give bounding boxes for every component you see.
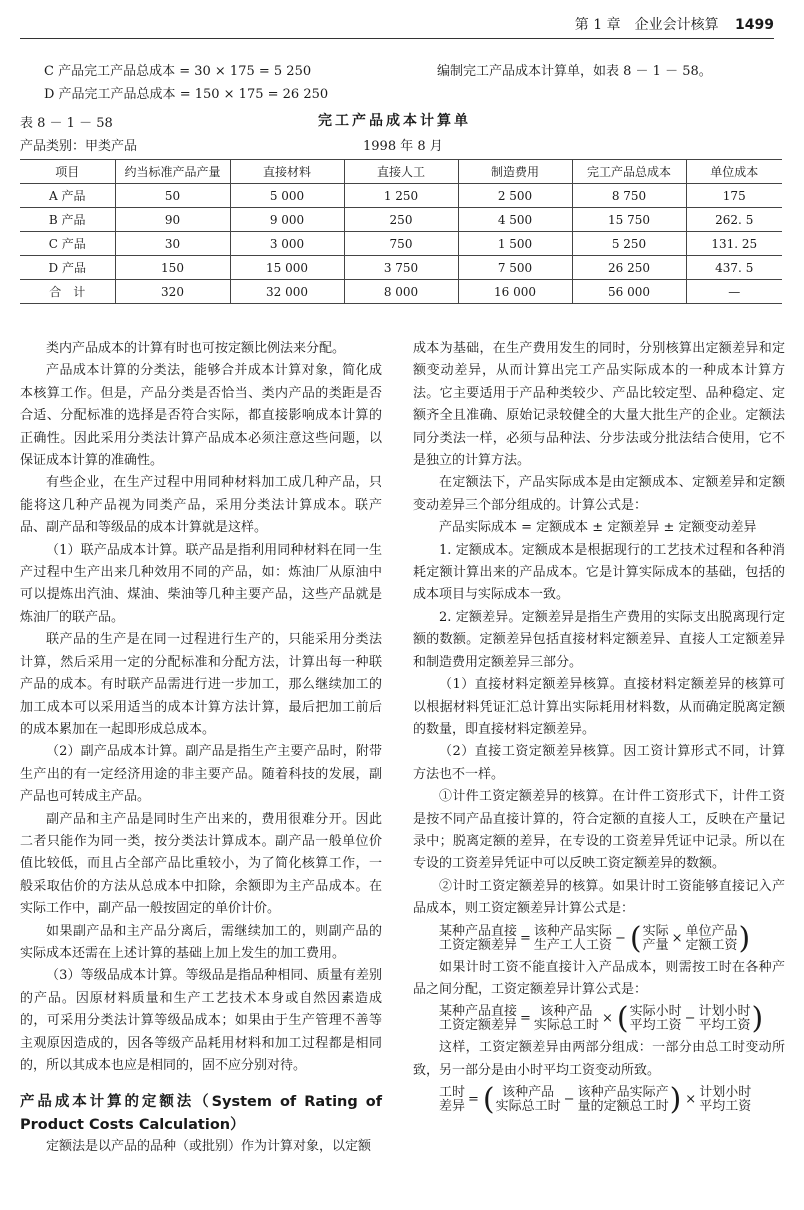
formula-text: 实际总工时: [495, 1099, 561, 1115]
formula-term: [699, 1086, 751, 1114]
paragraph: 1. 定额成本。定额成本是根据现行的工艺技术过程和各种消耗定额计算出来的产品成本。它是计算实际成本的基础，包括的成本项目与实际成本一致。: [413, 542, 785, 603]
formula-term: [685, 925, 737, 953]
paragraph: 在定额法下，产品实际成本是由定额成本、定额差异和定额变动差异三个部分组成的。计算公式是：: [413, 475, 785, 513]
formula-term: [578, 1086, 669, 1114]
table-cell: 320: [115, 280, 230, 304]
table-title: 完工产品成本计算单: [318, 113, 471, 129]
header-cell: 项目: [20, 160, 115, 184]
top-right-text: 编制完工产品成本计算单，如表 8 － 1 － 58。: [437, 64, 712, 79]
paragraph: 产品成本计算的分类法，能够合并成本计算对象，简化成本核算工作。但是，产品分类是否恰当、类内产品的类距是否合适、分配标准的选择是否符合实际，都直接影响成本计算的正确性。因此采用分类法计算产品成本必须注意这些问题，以保证成本计算的准确性。: [20, 363, 382, 469]
formula-hour-diff: [439, 1082, 785, 1118]
table-cell: 90: [115, 208, 230, 232]
table-date: 1998 年 8 月: [363, 139, 443, 154]
paragraph: （1）直接材料定额差异核算。直接材料定额差异的核算可以根据材料凭证汇总计算出实际耗用材料数，从而确定脱离定额的数量，即直接材料定额差异。: [413, 677, 785, 737]
paren-open: (: [629, 920, 642, 956]
cost-table: [20, 159, 782, 304]
formula-term: [439, 925, 517, 953]
formula-text: 工时: [439, 1085, 466, 1101]
table-cell: 合 计: [20, 280, 115, 304]
equals-sign: =: [468, 1092, 479, 1108]
formula-text: 平均工资: [629, 1018, 682, 1034]
formula-term: [439, 1005, 517, 1033]
formula-text: 计划小时: [699, 1085, 752, 1101]
formula-text: 产量: [642, 937, 669, 953]
table-total-row: [20, 280, 782, 304]
minus-sign: −: [614, 930, 626, 946]
minus-sign: −: [563, 1092, 575, 1108]
formula-text: 计划小时: [698, 1004, 751, 1020]
paragraph: 如果计时工资不能直接计入产品成本，则需按工时在各种产品之间分配，工资定额差异计算公式是：: [413, 959, 785, 997]
chapter-title: 第 1 章 企业会计核算: [574, 17, 719, 33]
formula-text: 工资定额差异: [439, 1018, 518, 1034]
table-cell: 2 500: [458, 184, 572, 208]
formula-text: 差异: [439, 1099, 466, 1115]
formula-term: [643, 925, 669, 953]
times-sign: ×: [601, 1011, 613, 1027]
table-cell: —: [686, 280, 782, 304]
paragraph: 有些企业，在生产过程中用同种材料加工成几种产品，只能将这几种产品视为同类产品，采用分类法计算成本。联产品、副产品和等级品的成本计算就是这样。: [20, 475, 382, 536]
formula-text: 某种产品直接: [439, 1004, 518, 1020]
page-number: 1499: [735, 17, 774, 33]
paragraph: 如果副产品和主产品分离后，需继续加工的，则副产品的实际成本还需在上述计算的基础上加上发生的加工费用。: [20, 923, 382, 961]
equals-sign: =: [520, 1011, 531, 1027]
header-cell: 完工产品总成本: [572, 160, 686, 184]
formula-text: 某种产品直接: [439, 923, 518, 939]
top-line-c: C 产品完工产品总成本 = 30 × 175 = 5 250: [44, 64, 312, 79]
table-cell: D 产品: [20, 256, 115, 280]
table-cell: 150: [115, 256, 230, 280]
formula-text: 量的定额总工时: [577, 1099, 669, 1115]
top-line-d: D 产品完工产品总成本 = 150 × 175 = 26 250: [44, 87, 329, 102]
minus-sign: −: [684, 1011, 696, 1027]
paragraph: 这样，工资定额差异由两部分组成：一部分由总工时变动所致，另一部分是由小时平均工资变动所致。: [413, 1040, 785, 1078]
table-cell: 750: [344, 232, 458, 256]
paragraph: 定额法是以产品的品种（或批别）作为计算对象，以定额: [46, 1139, 372, 1155]
formula-text: 实际小时: [629, 1004, 682, 1020]
paren-close: ): [751, 1001, 764, 1037]
formula-term: [439, 1086, 465, 1114]
formula-text: 平均工资: [698, 1018, 751, 1034]
times-sign: ×: [685, 1092, 697, 1108]
formula-text: 生产工人工资: [533, 937, 612, 953]
formula-actual-cost: 产品实际成本 = 定额成本 ± 定额差异 ± 定额变动差异: [439, 520, 757, 536]
table-cell: 7 500: [458, 256, 572, 280]
table-cell: 250: [344, 208, 458, 232]
table-number: 表 8 － 1 － 58: [20, 116, 113, 131]
formula-text: 实际总工时: [533, 1018, 599, 1034]
table-cell: 56 000: [572, 280, 686, 304]
table-cell: A 产品: [20, 184, 115, 208]
paragraph: （1）联产品成本计算。联产品是指利用同种材料在同一生产过程中生产出来几种效用不同的产品，如：炼油厂从原油中可以提炼出汽油、煤油、柴油等几种主要产品，这些产品就是炼油厂的联产品。: [20, 542, 382, 625]
table-cell: 175: [686, 184, 782, 208]
table-cell: 9 000: [230, 208, 344, 232]
paragraph: （2）直接工资定额差异核算。因工资计算形式不同，计算方法也不一样。: [413, 744, 785, 782]
table-cell: 3 000: [230, 232, 344, 256]
formula-text: 实际: [642, 923, 669, 939]
table-category: 产品类别：甲类产品: [20, 139, 138, 154]
formula-text: 该种产品: [502, 1085, 555, 1101]
table-row: [20, 232, 782, 256]
formula-piece-wage: [439, 921, 785, 957]
table-cell: 4 500: [458, 208, 572, 232]
table-cell: 50: [115, 184, 230, 208]
header-cell: 直接人工: [344, 160, 458, 184]
table-cell: 15 000: [230, 256, 344, 280]
paragraph: （3）等级品成本计算。等级品是指品种相同、质量有差别的产品。因原材料质量和生产工艺技术本身或自然因素造成的，可采用分类法计算等级品成本；如果由于生产管理不善等主观原因造成的，因各等级产品耗用材料和加工过程都是相同的，所以其成本也应是相同的，固不应分别对待。: [20, 968, 382, 1073]
table-cell: 437. 5: [686, 256, 782, 280]
formula-text: 平均工资: [699, 1099, 752, 1115]
table-cell: 262. 5: [686, 208, 782, 232]
left-column: [20, 338, 382, 1159]
table-row: [20, 208, 782, 232]
times-sign: ×: [671, 930, 683, 946]
table-cell: 1 500: [458, 232, 572, 256]
paren-close: ): [738, 920, 751, 956]
paragraph: ②计时工资定额差异的核算。如果计时工资能够直接记入产品成本，则工资定额差异计算公式是：: [413, 878, 785, 917]
table-cell: 15 750: [572, 208, 686, 232]
table-cell: 30: [115, 232, 230, 256]
formula-term: [496, 1086, 561, 1114]
table-cell: 8 750: [572, 184, 686, 208]
paragraph: 成本为基础，在生产费用发生的同时，分别核算出定额差异和定额变动差异，从而计算出完工产品实际成本的一种成本计算方法。它主要适用于产品种类较少、产品比较定型、品种稳定、定额齐全且准确、原始记录较健全的大量大批生产的企业。定额法同分类法一样，必须与品种法、分步法或分批法结合使用，它不是独立的计算方法。: [413, 341, 785, 469]
running-header: [20, 14, 774, 39]
header-cell: 直接材料: [230, 160, 344, 184]
formula-term: [534, 1005, 599, 1033]
formula-text: 工资定额差异: [439, 937, 518, 953]
header-cell: 单位成本: [686, 160, 782, 184]
paren-open: (: [482, 1082, 495, 1118]
formula-text: 该种产品: [540, 1004, 593, 1020]
paragraph: 副产品和主产品是同时生产出来的，费用很难分开。因此二者只能作为同一类，按分类法计算成本。副产品一般单位价值比较低，而且占全部产品比重较小，为了简化核算工作，一般采取估价的方法从总成本中扣除，余额即为主产品成本。在实际工作中，副产品一般按固定的单价计价。: [20, 811, 382, 917]
table-row: [20, 184, 782, 208]
table-cell: B 产品: [20, 208, 115, 232]
table-cell: 5 250: [572, 232, 686, 256]
paragraph: ①计件工资定额差异的核算。在计件工资形式下，计件工资是按不同产品直接计算的，符合定额的直接人工，反映在产量记录中；脱离定额的差异，在专设的工资差异凭证中记录。所以在专设的工资差异凭证中可以反映工资定额差异的数额。: [413, 789, 785, 872]
table-cell: 1 250: [344, 184, 458, 208]
paragraph: 2. 定额差异。定额差异是指生产费用的实际支出脱离现行定额的数额。定额差异包括直接材料定额差异、直接人工定额差异和制造费用定额差异三部分。: [413, 609, 785, 670]
paragraph: 类内产品成本的计算有时也可按定额比例法来分配。: [46, 341, 346, 356]
table-header-row: [20, 160, 782, 184]
formula-term: [698, 1005, 750, 1033]
table-cell: 3 750: [344, 256, 458, 280]
table-cell: 16 000: [458, 280, 572, 304]
table-cell: C 产品: [20, 232, 115, 256]
table-cell: 5 000: [230, 184, 344, 208]
formula-text: 单位产品: [685, 923, 738, 939]
table-cell: 131. 25: [686, 232, 782, 256]
section-heading: 产品成本计算的定额法（System of Rating of Product Costs Calculation）: [20, 1094, 382, 1133]
paragraph: 联产品的生产是在同一过程进行生产的，只能采用分类法计算，然后采用一定的分配标准和分配方法，计算出每一种联产品的成本。有时联产品需进行进一步加工，那么继续加工的加工成本可以采用适当的成本计算方法计算，最后把加工前后的成本累加在一起即形成总成本。: [20, 632, 382, 737]
header-cell: 约当标准产品产量: [115, 160, 230, 184]
right-column: [413, 338, 785, 1118]
formula-term: [630, 1005, 682, 1033]
paren-close: ): [669, 1082, 682, 1118]
table-cell: 8 000: [344, 280, 458, 304]
table-cell: 32 000: [230, 280, 344, 304]
table-row: [20, 256, 782, 280]
formula-text: 定额工资: [685, 937, 738, 953]
paren-open: (: [616, 1001, 629, 1037]
header-cell: 制造费用: [458, 160, 572, 184]
formula-text: 该种产品实际产: [577, 1085, 669, 1101]
paragraph: （2）副产品成本计算。副产品是指生产主要产品时，附带生产出的有一定经济用途的非主要产品。随着科技的发展，副产品也可转成主产品。: [20, 744, 382, 805]
table-cell: 26 250: [572, 256, 686, 280]
formula-text: 该种产品实际: [533, 923, 612, 939]
formula-term: [534, 925, 612, 953]
formula-time-wage: [439, 1001, 785, 1037]
equals-sign: =: [520, 930, 531, 946]
